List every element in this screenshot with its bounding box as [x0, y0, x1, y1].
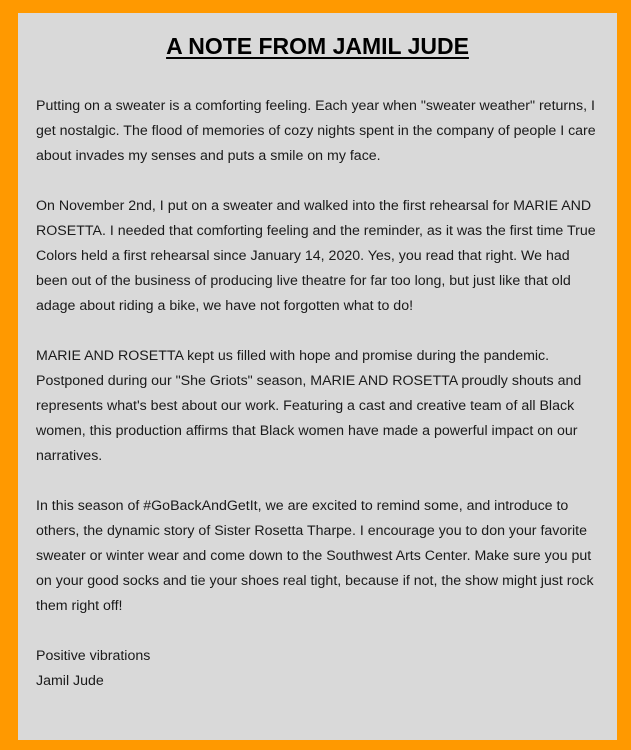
paragraph-4: In this season of #GoBackAndGetIt, we are excited to remind some, and introduce to others, the dynamic story of Sister Rosetta Tharpe. I encourage you to don your favorite sweater or winter wear and come down to the Southwest Arts Center. Make sure you put on your good socks and tie your shoes real tight, because if not, the show might just rock them right off! — [36, 498, 594, 614]
paragraph-3: MARIE AND ROSETTA kept us filled with hope and promise during the pandemic. Postponed during our "She Griots" season, MARIE AND ROSETTA proudly shouts and represents what's best about our work. Featuring a cast and creative team of all Black women, this production affirms that Black women have made a powerful impact on our narratives. — [36, 348, 582, 464]
paragraph-2: On November 2nd, I put on a sweater and walked into the first rehearsal for MARIE AND ROSETTA. I needed that comforting feeling and the reminder, as it was the first time True Colors held a first rehearsal since January 14, 2020. Yes, you read that right. We had been out of the business of producing live theatre for far too long, but just like that old adage about riding a bike, we have not forgotten what to do! — [36, 198, 596, 314]
signature: Jamil Jude — [36, 673, 104, 689]
page-title: A NOTE FROM JAMIL JUDE — [166, 33, 469, 59]
closing-text: Positive vibrations — [36, 648, 151, 664]
note-body — [36, 94, 601, 694]
note-panel — [18, 13, 617, 740]
paragraph-1: Putting on a sweater is a comforting feeling. Each year when "sweater weather" returns, I get nostalgic. The flood of memories of cozy nights spent in the company of people I care about invades my senses and puts a smile on my face. — [36, 98, 596, 164]
